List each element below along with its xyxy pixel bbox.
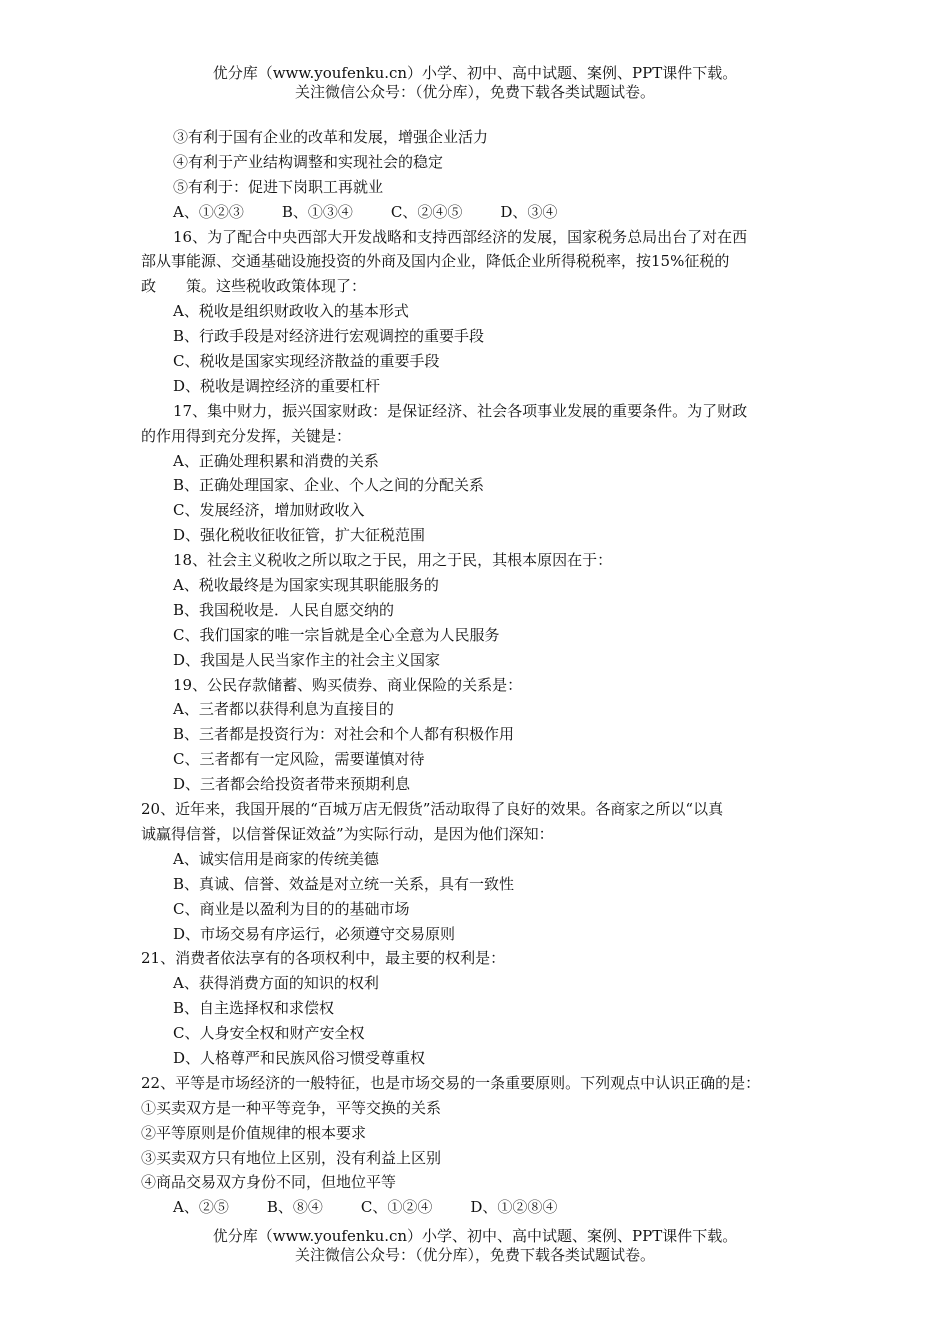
q19-stem: 19、公民存款储蓄、购买债券、商业保险的关系是： <box>173 675 523 694</box>
header-line-2: 关注微信公众号：（优分库），免费下载各类试题试卷。 <box>294 83 655 101</box>
q22-option-b: B、⑧④ <box>266 1198 323 1217</box>
q17-option-c: C、发展经济，增加财政收入 <box>173 501 365 520</box>
q18-option-a: A、税收最终是为国家实现其职能服务的 <box>173 576 439 595</box>
q16-stem-1: 16、为了配合中央西部大开发战略和支持西部经济的发展，国家税务总局出台了对在西 <box>173 227 748 246</box>
q20-option-d: D、市场交易有序运行，必须遵守交易原则 <box>173 924 456 943</box>
q15-option-b: B、①③④ <box>281 202 353 221</box>
q16-option-d: D、税收是调控经济的重要杠杆 <box>173 376 381 395</box>
q16-option-a: A、税收是组织财政收入的基本形式 <box>173 302 409 321</box>
q21-option-a: A、获得消费方面的知识的权利 <box>173 974 379 993</box>
q21-option-c: C、人身安全权和财产安全权 <box>173 1024 365 1043</box>
q22-option-a: A、②⑤ <box>173 1198 229 1217</box>
q15-option-c: C、②④⑤ <box>390 202 463 221</box>
q21-option-d: D、人格尊严和民族风俗习惯受尊重权 <box>173 1048 426 1067</box>
q19-option-b: B、三者都是投资行为：对社会和个人都有积极作用 <box>173 725 515 744</box>
q17-stem-2: 的作用得到充分发挥，关键是： <box>141 426 352 445</box>
q18-option-b: B、我国税收是．人民自愿交纳的 <box>173 600 395 619</box>
q15-item-5: ⑤有利于：促进下岗职工再就业 <box>173 177 384 196</box>
q15-item-4: ④有利于产业结构调整和实现社会的稳定 <box>173 152 444 171</box>
q21-stem: 21、消费者依法享有的各项权利中，最主要的权利是： <box>141 949 506 968</box>
footer-line-1: 优分库（www.youfenku.cn）小学、初中、高中试题、案例、PPT课件下载。 <box>212 1227 738 1245</box>
q17-option-d: D、强化税收征收征管，扩大征税范围 <box>173 526 426 545</box>
q16-option-b: B、行政手段是对经济进行宏观调控的重要手段 <box>173 327 485 346</box>
q20-stem-2: 诚赢得信誉，以信誉保证效益”为实际行动，是因为他们深知： <box>141 824 554 843</box>
q22-options <box>141 1195 821 1220</box>
q19-option-d: D、三者都会给投资者带来预期利息 <box>173 775 411 794</box>
document-body <box>141 125 821 1220</box>
q22-stem: 22、平等是市场经济的一般特征，也是市场交易的一条重要原则。下列观点中认识正确的是： <box>141 1073 761 1092</box>
q22-item-4: ④商品交易双方身份不同，但地位平等 <box>141 1173 397 1192</box>
page-header <box>0 64 950 102</box>
q21-option-b: B、自主选择权和求偿权 <box>173 999 335 1018</box>
q16-option-c: C、税收是国家实现经济散益的重要手段 <box>173 352 440 371</box>
q22-option-c: C、①②④ <box>360 1198 433 1217</box>
q20-option-a: A、诚实信用是商家的传统美德 <box>173 849 379 868</box>
q16-stem-3: 政 策。这些税收政策体现了： <box>141 277 367 296</box>
header-line-1: 优分库（www.youfenku.cn）小学、初中、高中试题、案例、PPT课件下载。 <box>212 64 738 82</box>
q18-stem: 18、社会主义税收之所以取之于民，用之于民，其根本原因在于： <box>173 551 613 570</box>
q19-option-c: C、三者都有一定风险，需要谨慎对待 <box>173 750 425 769</box>
q16-stem-2: 部从事能源、交通基础设施投资的外商及国内企业，降低企业所得税税率，按15%征税的 <box>141 252 730 271</box>
q17-option-a: A、正确处理积累和消费的关系 <box>173 451 379 470</box>
q20-option-c: C、商业是以盈利为目的的基础市场 <box>173 899 410 918</box>
footer-line-2: 关注微信公众号：（优分库），免费下载各类试题试卷。 <box>294 1246 655 1264</box>
q22-item-1: ①买卖双方是一种平等竞争，平等交换的关系 <box>141 1098 442 1117</box>
q15-item-3: ③有利于国有企业的改革和发展，增强企业活力 <box>173 128 489 146</box>
q20-option-b: B、真诚、信誉、效益是对立统一关系，具有一致性 <box>173 874 515 893</box>
q15-option-a: A、①②③ <box>173 202 244 221</box>
q22-item-3: ③买卖双方只有地位上区别，没有利益上区别 <box>141 1148 442 1167</box>
q18-option-c: C、我们国家的唯一宗旨就是全心全意为人民服务 <box>173 625 500 644</box>
q22-item-2: ②平等原则是价值规律的根本要求 <box>141 1123 367 1142</box>
q19-option-a: A、三者都以获得利息为直接目的 <box>173 700 394 719</box>
q15-option-d: D、③④ <box>500 202 558 221</box>
q17-stem-1: 17、集中财力，振兴国家财政：是保证经济、社会各项事业发展的重要条件。为了财政 <box>173 401 748 420</box>
page-footer <box>0 1227 950 1265</box>
q15-options <box>141 200 821 225</box>
q17-option-b: B、正确处理国家、企业、个人之间的分配关系 <box>173 476 485 495</box>
q18-option-d: D、我国是人民当家作主的社会主义国家 <box>173 650 441 669</box>
q22-option-d: D、①②⑧④ <box>470 1198 558 1217</box>
q20-stem-1: 20、近年来，我国开展的“百城万店无假货”活动取得了良好的效果。各商家之所以“以真 <box>141 800 724 819</box>
